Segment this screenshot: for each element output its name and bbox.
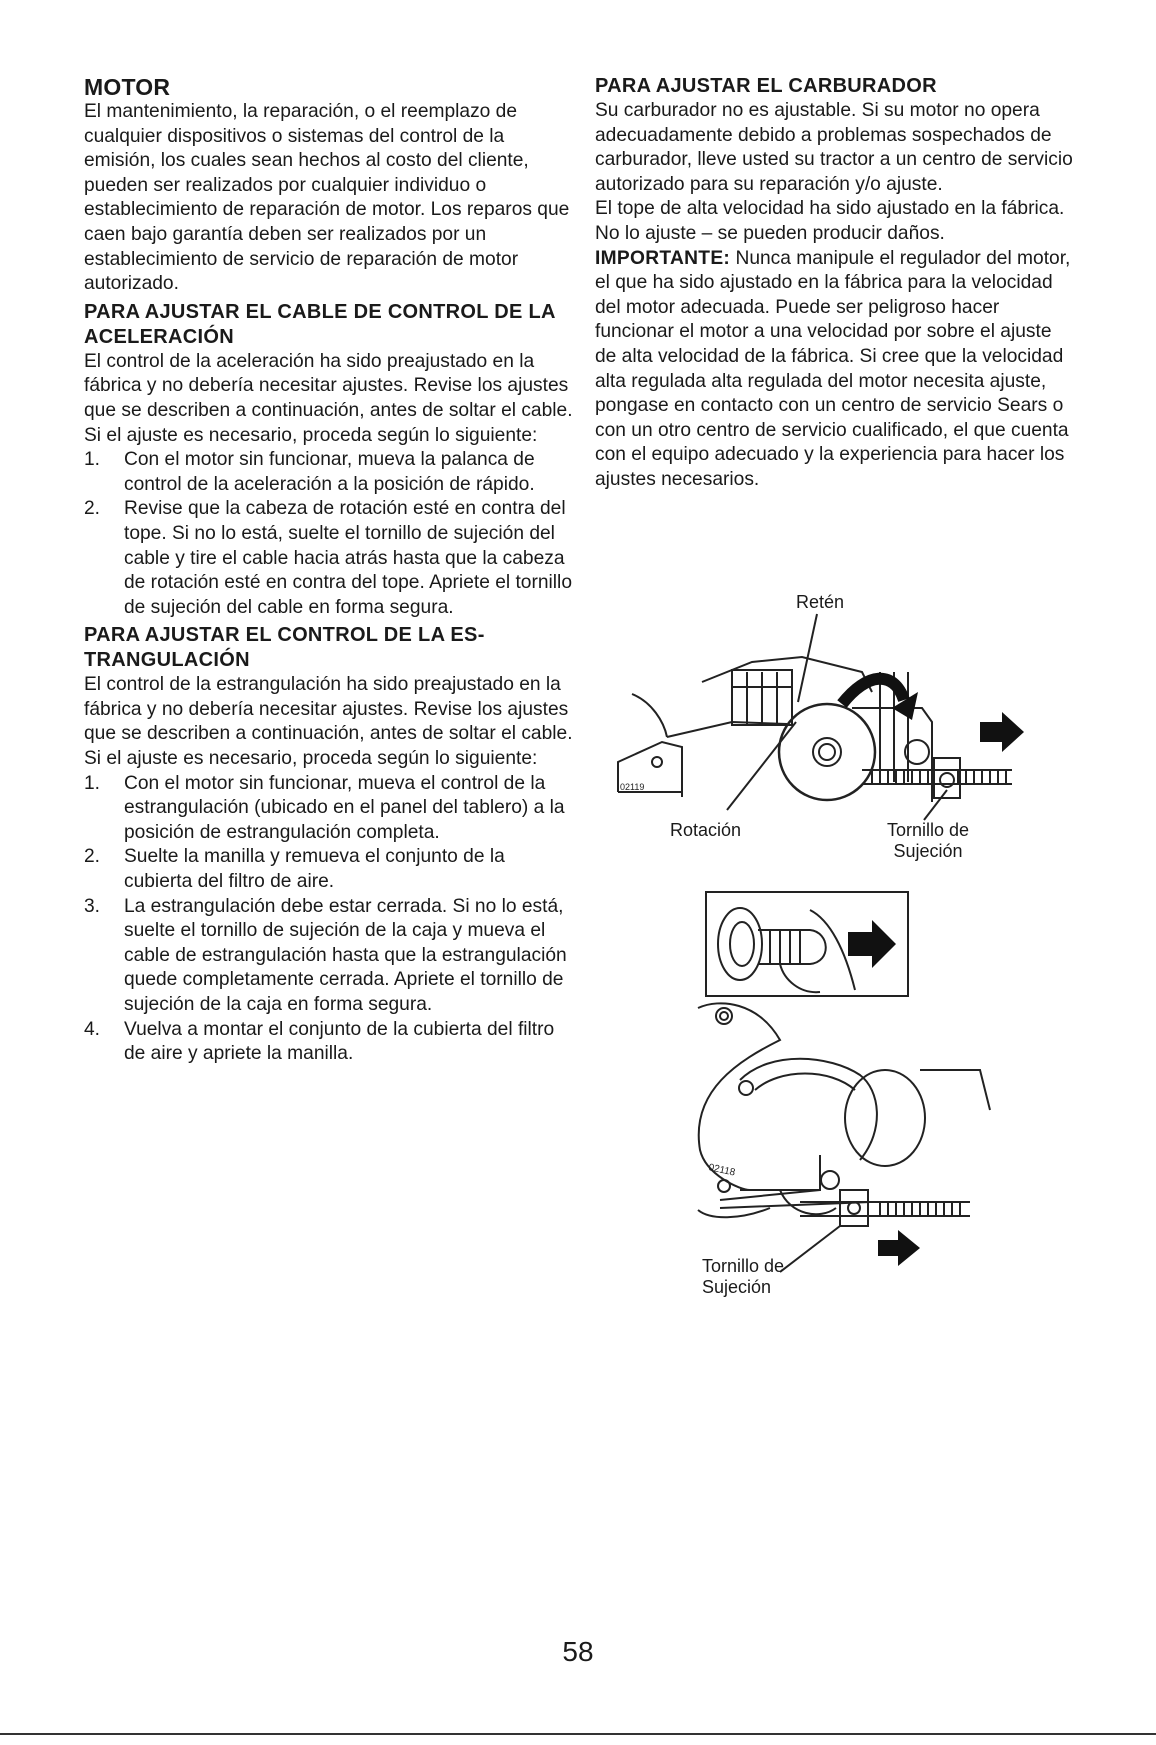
throttle-title: PARA AJUSTAR EL CABLE DE CONTROL DE LA ACELERACIÓN (84, 300, 556, 348)
step-number: 3. (84, 895, 101, 917)
motor-title: MOTOR (84, 74, 171, 100)
carb-text-2: El tope de alta velocidad ha sido ajustado en la fábrica. No lo ajuste – se pueden producir daños. (595, 198, 1065, 244)
carb-text-1: Su carburador no es ajustable. Si su motor no opera adecuadamente debido a problemas sospechados de carburador, lleve usted su tractor a un centro de servicio autorizado para su reparación y/o ajuste. (595, 100, 1073, 195)
list-item (84, 845, 576, 894)
important-text: Nunca manipule el regulador del motor, el que ha sido ajustado en la fábrica para la velocidad del motor adecuada. Puede ser peligroso hacer funcionar el motor a una velocidad por sobre el ajuste de alta velocidad de la fábrica. Si cree que la velocidad alta regulada alta regulada del motor necesita ajuste, pongase en contacto con un centro de servicio Sears o con un otro centro de servicio cualificado, el que cuenta con el equipo adecuado y la experiencia para hacer los ajustes necesarios. (595, 247, 1071, 490)
step-text: Suelte la manilla y remueva el conjunto de la cubierta del filtro de aire. (124, 846, 505, 893)
label-rotacion: Rotación (670, 820, 742, 840)
throttle-figure (612, 612, 1032, 822)
list-item (84, 895, 576, 1018)
figure-code-2: 02118 (707, 1162, 737, 1179)
label-reten: Retén (795, 592, 845, 612)
choke-title: PARA AJUSTAR EL CONTROL DE LA ES-TRANGULACIÓN (84, 624, 485, 672)
throttle-steps (84, 448, 576, 620)
step-number: 4. (84, 1018, 101, 1040)
left-column (84, 74, 576, 1067)
list-item (84, 772, 576, 846)
step-text: Vuelva a montar el conjunto de la cubierta del filtro de aire y apriete la manilla. (124, 1018, 555, 1065)
list-item (84, 448, 576, 497)
throttle-intro: El control de la aceleración ha sido preajustado en la fábrica y no debería necesitar ajustes. Revise los ajustes que se describen a continuación, antes de soltar el cable. Si el ajuste es necesario, proceda según lo siguiente: (84, 350, 573, 446)
step-number: 2. (84, 498, 101, 520)
step-number: 2. (84, 846, 101, 868)
bottom-rule (0, 1733, 1156, 1735)
important-label: IMPORTANTE: (595, 247, 731, 269)
choke-intro: El control de la estrangulación ha sido preajustado en la fábrica y no debería necesitar ajustes. Revise los ajustes que se describen a continuación, antes de soltar el cable. Si el ajuste es necesario, proceda según lo siguiente: (84, 674, 573, 770)
label-tornillo-1: Tornillo de Sujeción (886, 820, 970, 861)
list-item (84, 1018, 576, 1067)
label-tornillo-2: Tornillo de Sujeción (702, 1256, 785, 1297)
list-item (84, 497, 576, 620)
step-text: Revise que la cabeza de rotación esté en contra del tope. Si no lo está, suelte el tornillo de sujeción del cable y tire el cable hacia atrás hasta que la cabeza de rotación esté en contra del tope. Apriete el tornillo de sujeción del cable en forma segura. (124, 498, 572, 618)
motor-text: El mantenimiento, la reparación, o el reemplazo de cualquier dispositivos o sistemas del control de la emisión, los cuales sean hechos al costo del cliente, pueden ser realizados por cualquier individuo o establecimiento de reparación de motor. Los reparos que caen bajo garantía deben ser realizados por un establecimiento de servicio de reparación de motor autorizado. (84, 101, 570, 295)
step-number: 1. (84, 772, 101, 794)
figure-code-1: 02119 (620, 782, 645, 792)
right-column (595, 74, 1075, 493)
step-text: Con el motor sin funcionar, mueva el control de la estrangulación (ubicado en el panel del tablero) a la posición de estrangulación completa. (124, 772, 565, 843)
choke-steps (84, 772, 576, 1067)
carb-title: PARA AJUSTAR EL CARBURADOR (595, 75, 937, 97)
step-number: 1. (84, 449, 101, 471)
step-text: La estrangulación debe estar cerrada. Si no lo está, suelte el tornillo de sujeción de la caja y mueva el cable de estrangulación hasta que la estrangulación quede completamente cerrada. Apriete el tornillo de sujeción de la caja en forma segura. (124, 895, 567, 1015)
important-note (595, 247, 1075, 493)
choke-figure (680, 890, 1010, 1310)
step-text: Con el motor sin funcionar, mueva la palanca de control de la aceleración a la posición de rápido. (124, 449, 535, 495)
page-number: 58 (562, 1636, 594, 1667)
